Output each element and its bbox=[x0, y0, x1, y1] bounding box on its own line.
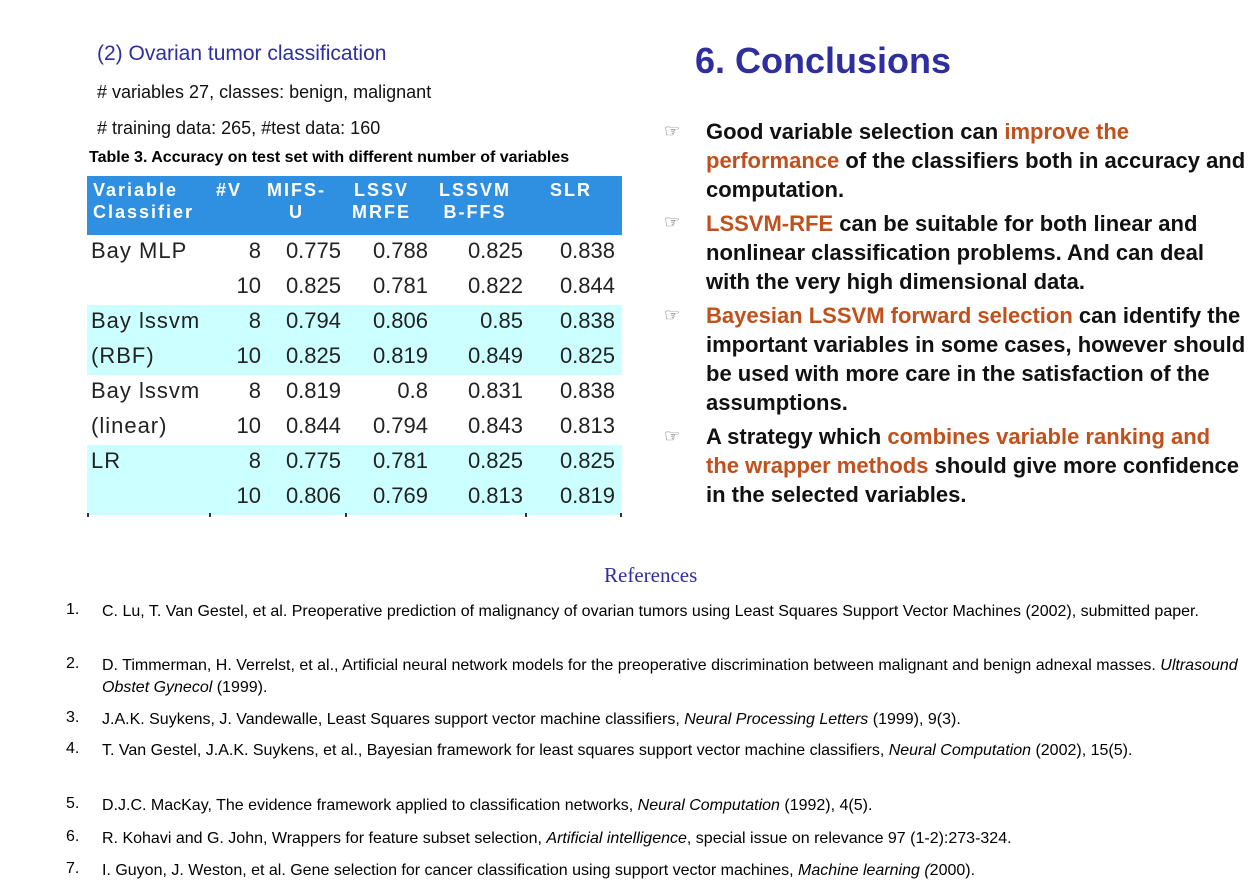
table-cell-m4: 0.838 bbox=[559, 378, 615, 403]
table-row bbox=[87, 410, 622, 445]
pointing-hand-icon: ☞ bbox=[664, 305, 681, 325]
table-cell-m2: 0.788 bbox=[372, 238, 428, 263]
bullet-text: Good variable selection can bbox=[706, 119, 1005, 144]
reference-tail: 2000). bbox=[929, 862, 976, 879]
table-cell-m3: 0.813 bbox=[467, 483, 523, 508]
bullet-text: can be suitable for both linear and nonlinear classification problems. And can deal with the very high dimensional data. bbox=[706, 211, 1204, 294]
table-cell-m2: 0.769 bbox=[372, 483, 428, 508]
table-cell-v: 10 bbox=[236, 413, 261, 438]
table-header bbox=[87, 176, 622, 235]
table-cell-label: Bay MLP bbox=[91, 238, 188, 263]
table-row bbox=[87, 375, 622, 410]
reference-journal: Machine learning ( bbox=[798, 862, 930, 879]
reference-number: 4. bbox=[66, 740, 80, 757]
bullet-text: of the classifiers both in accuracy and computation. bbox=[706, 148, 1246, 202]
table-row bbox=[87, 270, 622, 305]
conclusion-bullet-2 bbox=[706, 209, 1246, 296]
header-slr: SLR bbox=[550, 180, 592, 200]
reference-text bbox=[102, 795, 1242, 817]
pointing-hand-icon: ☞ bbox=[664, 212, 681, 232]
table-row bbox=[87, 340, 622, 375]
table-caption: Table 3. Accuracy on test set with different number of variables bbox=[89, 149, 570, 166]
reference-journal: Neural Computation bbox=[888, 742, 1031, 759]
table-cell-m2: 0.781 bbox=[372, 273, 428, 298]
table-cell-m4: 0.838 bbox=[559, 238, 615, 263]
reference-tail: (1992), 4(5). bbox=[779, 797, 873, 814]
bullet-highlight: LSSVM-RFE bbox=[706, 211, 834, 236]
bullet-highlight: Bayesian LSSVM forward selection bbox=[706, 303, 1073, 328]
reference-text bbox=[102, 860, 1242, 882]
table-cell-m4: 0.825 bbox=[559, 343, 615, 368]
table-cell-m1: 0.825 bbox=[285, 273, 341, 298]
table-cell-m1: 0.844 bbox=[285, 413, 341, 438]
header-v: #V bbox=[216, 180, 243, 200]
table-cell-v: 8 bbox=[248, 238, 261, 263]
table-cell-m1: 0.825 bbox=[285, 343, 341, 368]
table-cell-m3: 0.825 bbox=[467, 448, 523, 473]
conclusion-bullet-1 bbox=[706, 117, 1246, 204]
bullet-text: can identify the important variables in some cases, however should be used with more care in the satisfaction of the assumptions. bbox=[706, 303, 1246, 415]
table-cell-m2: 0.806 bbox=[372, 308, 428, 333]
reference-text bbox=[102, 828, 1242, 850]
data-info: # training data: 265, #test data: 160 bbox=[97, 118, 381, 138]
table-cell-m3: 0.85 bbox=[480, 308, 523, 333]
reference-text bbox=[102, 709, 1242, 731]
bullet-highlight: improve the performance bbox=[706, 119, 1130, 173]
reference-number: 7. bbox=[66, 860, 80, 877]
reference-number: 1. bbox=[66, 601, 80, 618]
table-cell-v: 10 bbox=[236, 343, 261, 368]
table-row bbox=[87, 445, 622, 480]
reference-tail: (1999), 9(3). bbox=[868, 711, 961, 728]
table-row bbox=[87, 235, 622, 270]
header-lssvm-bffs: LSSVM B-FFS bbox=[439, 180, 512, 222]
table-cell-m2: 0.819 bbox=[372, 343, 428, 368]
references-title: References bbox=[604, 563, 698, 587]
table-cell-m1: 0.775 bbox=[285, 238, 341, 263]
table-cell-m2: 0.8 bbox=[397, 378, 428, 403]
reference-number: 2. bbox=[66, 655, 80, 672]
table-cell-label: Bay lssvm bbox=[91, 378, 201, 403]
reference-tail: (2002), 15(5). bbox=[1031, 742, 1133, 759]
table-cell-m1: 0.806 bbox=[285, 483, 341, 508]
reference-journal: Neural Computation bbox=[637, 797, 780, 814]
table-cell-m4: 0.813 bbox=[559, 413, 615, 438]
reference-tail: , special issue on relevance 97 (1-2):273-324. bbox=[686, 830, 1012, 847]
table-cell-m3: 0.831 bbox=[467, 378, 523, 403]
table-cell-m4: 0.844 bbox=[559, 273, 615, 298]
reference-journal: Artificial intelligence bbox=[546, 830, 687, 847]
table-cell-v: 10 bbox=[236, 483, 261, 508]
table-cell-m3: 0.849 bbox=[467, 343, 523, 368]
variables-info: # variables 27, classes: benign, malignant bbox=[97, 82, 432, 102]
bullet-text: A strategy which bbox=[706, 424, 888, 449]
table-row bbox=[87, 480, 622, 515]
reference-tail: (1999). bbox=[212, 679, 268, 696]
reference-text: C. Lu, T. Van Gestel, et al. Preoperative prediction of malignancy of ovarian tumors using Least Squares Support Vector Machines (2002), submitted paper. bbox=[102, 603, 1199, 620]
table-row bbox=[87, 305, 622, 340]
table-cell-label: LR bbox=[91, 448, 122, 473]
reference-text bbox=[102, 740, 1242, 762]
conclusion-bullet-4 bbox=[706, 422, 1246, 509]
pointing-hand-icon: ☞ bbox=[664, 121, 681, 141]
pointing-hand-icon: ☞ bbox=[664, 426, 681, 446]
conclusion-bullet-3 bbox=[706, 301, 1246, 417]
header-lssvm-rfe: LSSV MRFE bbox=[352, 180, 411, 222]
table-cell-m4: 0.825 bbox=[559, 448, 615, 473]
table-cell-m3: 0.822 bbox=[467, 273, 523, 298]
table-cell-label: (RBF) bbox=[91, 343, 155, 368]
conclusions-title: 6. Conclusions bbox=[695, 40, 952, 81]
reference-number: 3. bbox=[66, 709, 80, 726]
header-classifier: Variable Classifier bbox=[93, 180, 195, 222]
table-cell-m3: 0.825 bbox=[467, 238, 523, 263]
reference-number: 6. bbox=[66, 828, 80, 845]
reference-number: 5. bbox=[66, 795, 80, 812]
bullet-highlight: combines variable ranking and the wrapper methods bbox=[706, 424, 1211, 478]
table-cell-m4: 0.819 bbox=[559, 483, 615, 508]
section-title-ovarian: (2) Ovarian tumor classification bbox=[97, 42, 387, 65]
table-cell-m1: 0.775 bbox=[285, 448, 341, 473]
table-cell-v: 8 bbox=[248, 308, 261, 333]
bullet-text: should give more confidence in the selected variables. bbox=[706, 453, 1239, 507]
table-cell-label: Bay lssvm bbox=[91, 308, 201, 333]
table-cell-v: 10 bbox=[236, 273, 261, 298]
reference-body: R. Kohavi and G. John, Wrappers for feature subset selection, bbox=[102, 830, 547, 847]
table-cell-m1: 0.819 bbox=[285, 378, 341, 403]
table-cell-m2: 0.781 bbox=[372, 448, 428, 473]
reference-body: T. Van Gestel, J.A.K. Suykens, et al., Bayesian framework for least squares support vector machine classifiers, bbox=[102, 742, 889, 759]
table-cell-v: 8 bbox=[248, 378, 261, 403]
table-cell-m3: 0.843 bbox=[467, 413, 523, 438]
table-bottom-edge bbox=[87, 513, 622, 517]
reference-body: J.A.K. Suykens, J. Vandewalle, Least Squares support vector machine classifiers, bbox=[102, 711, 685, 728]
table-cell-label: (linear) bbox=[91, 413, 168, 438]
table-cell-v: 8 bbox=[248, 448, 261, 473]
reference-text bbox=[102, 655, 1242, 699]
reference-body: I. Guyon, J. Weston, et al. Gene selection for cancer classification using support vector machines, bbox=[102, 862, 799, 879]
reference-journal: Neural Processing Letters bbox=[684, 711, 869, 728]
reference-body: D.J.C. MacKay, The evidence framework applied to classification networks, bbox=[102, 797, 638, 814]
reference-journal: Ultrasound Obstet Gynecol bbox=[102, 657, 1238, 696]
table-cell-m2: 0.794 bbox=[372, 413, 428, 438]
table-cell-m4: 0.838 bbox=[559, 308, 615, 333]
header-mifsu: MIFS- U bbox=[267, 180, 326, 222]
table-cell-m1: 0.794 bbox=[285, 308, 341, 333]
reference-body: D. Timmerman, H. Verrelst, et al., Artificial neural network models for the preoperative discrimination between malignant and benign adnexal masses. bbox=[102, 657, 1161, 674]
